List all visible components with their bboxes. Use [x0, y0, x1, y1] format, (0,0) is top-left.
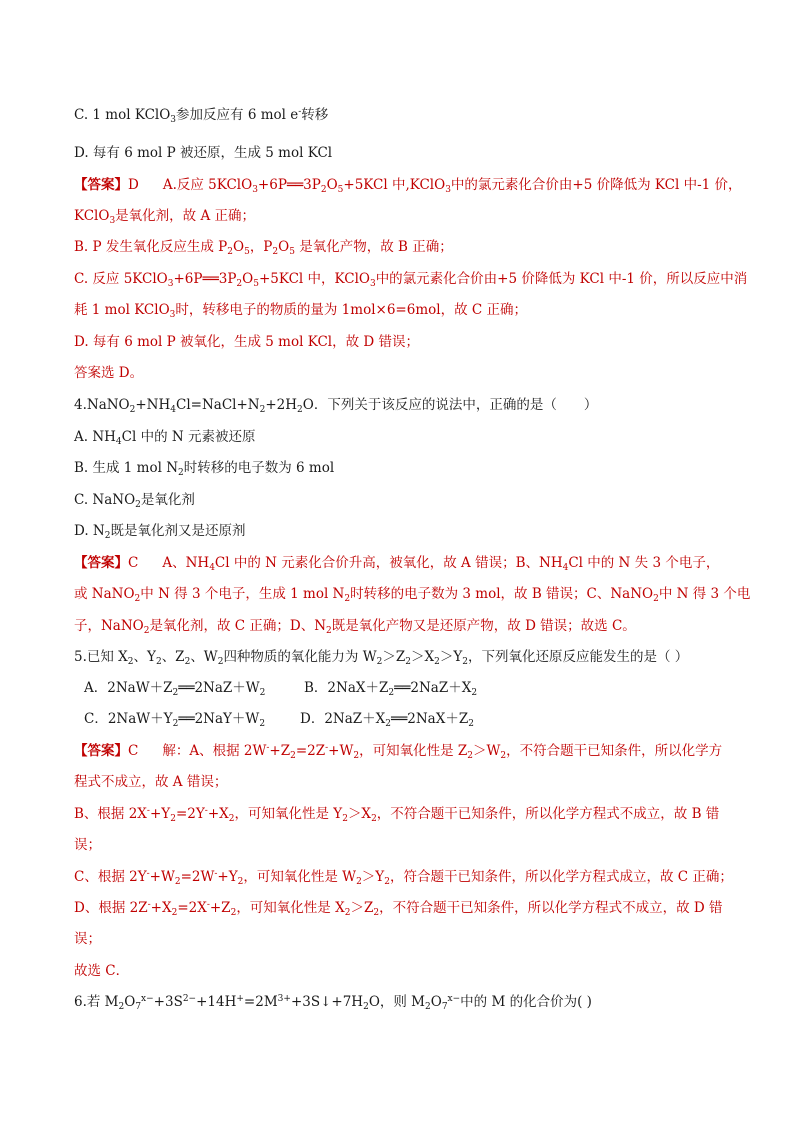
answer-letter: C: [128, 555, 139, 571]
q4-option-a: A. $NH_4Cl$ 中的 N 元素被还原: [74, 429, 256, 447]
q3-option-c: C. 1 mol KClO$_3$参加反应有 6 mol e-转移: [74, 107, 329, 125]
q4-answer-line3: 子，NaNO$_2$是氧化剂，故 C 正确；D、$N_2$既是氧化产物又是还原产物，故 D 错误；故选 C。: [74, 618, 636, 636]
q5-option-d: D．$2NaZ+X_2══2NaX+Z_2$: [300, 711, 474, 729]
q4-option-d: D. $N_2$既是氧化剂又是还原剂: [74, 523, 246, 541]
q3-answer-line2: KClO$_3$是氧化剂，故 A 正确；: [74, 208, 256, 226]
q3-conclusion: 答案选 D。: [74, 365, 144, 381]
q5-option-b: B．$2NaX+Z_2══2NaZ+X_2$: [304, 680, 478, 698]
answer-tag: 【答案】: [74, 177, 128, 193]
q3-explanation-c2: 耗 1 mol KClO$_3$时，转移电子的物质的量为 1mol×6=6mol，故 C 正确；: [74, 302, 527, 320]
q5-explanation-d2: 误；: [74, 931, 101, 947]
q4-answer-line2: 或 NaNO$_2$中 N 得 3 个电子，生成 1 mol $N_2$时转移的电子数为 3 mol，故 B 错误；C、NaNO$_2$中 N 得 3 个电: [74, 586, 751, 604]
q3-explanation-b: B. P 发生氧化反应生成 $P_2O_5$，$P_2O_5$ 是氧化产物，故 B 正确；: [74, 239, 453, 257]
q5-explanation-b1: B、根据 $2X^-+Y_2=2Y^-+X_2$，可知氧化性是 $Y_2>X_2$，不符合题干已知条件，所以化学方程式不成立，故 B 错: [74, 806, 720, 824]
q4-stem: $4.NaNO_2+NH_4Cl=NaCl+N_2+2H_2O$．下列关于该反应的说法中，正确的是（ ）: [74, 397, 598, 415]
q4-answer-line1: 【答案】C A、$NH_4Cl$ 中的 N 元素化合价升高，被氧化，故 A 错误；B、$NH_4Cl$ 中的 N 失 3 个电子，: [74, 555, 720, 573]
answer-letter: D: [128, 177, 139, 193]
q5-stem: 5.已知 $X_2$、$Y_2$、$Z_2$、$W_2$四种物质的氧化能力为 $W_2>Z_2>X_2>Y_2$，下列氧化还原反应能发生的是（ ）: [74, 649, 689, 667]
q4-option-c: C. NaNO$_2$是氧化剂: [74, 492, 195, 510]
q5-option-a: A．$2NaW+Z_2══2NaZ+W_2$: [84, 680, 266, 698]
q5-explanation-b2: 误；: [74, 837, 101, 853]
answer-tag: 【答案】: [74, 743, 128, 759]
q4-option-b: B. 生成 1 mol $N_2$时转移的电子数为 6 mol: [74, 460, 335, 478]
q3-option-d: D. 每有 6 mol P 被还原，生成 5 mol KCl: [74, 145, 333, 161]
answer-letter: C: [128, 743, 139, 759]
q5-option-c: C．$2NaW+Y_2══2NaY+W_2$: [84, 711, 266, 729]
q6-stem: 6.若 $M_2O_7^{x-}+3S^{2-}+14H^+=2M^{3+}+3S↓+7H_2O$，则 $M_2O_7^{x-}$中的 M 的化合价为( ): [74, 994, 592, 1012]
q5-explanation-d1: D、根据 $2Z^-+X_2=2X^-+Z_2$，可知氧化性是 $X_2>Z_2$，不符合题干已知条件，所以化学方程式不成立，故 D 错: [74, 900, 723, 918]
q5-explanation-c: C、根据 $2Y^-+W_2=2W^-+Y_2$，可知氧化性是 $W_2>Y_2$，符合题干已知条件，所以化学方程式成立，故 C 正确；: [74, 869, 733, 887]
q3-answer-line1: 【答案】D A.反应 $5KClO_3+6P══3P_2O_5+5KCl$ 中,KClO$_3$中的氯元素化合价由+5 价降低为 KCl 中-1 价，: [74, 177, 742, 195]
q5-answer-line2: 程式不成立，故 A 错误；: [74, 774, 228, 790]
q3-explanation-d: D. 每有 6 mol P 被氧化，生成 5 mol KCl，故 D 错误；: [74, 334, 419, 350]
answer-tag: 【答案】: [74, 555, 128, 571]
q5-conclusion: 故选 C．: [74, 963, 130, 979]
q5-answer-line1: 【答案】C 解：A、根据 $2W^-+Z_2=2Z^-+W_2$，可知氧化性是 $Z_2>W_2$，不符合题干已知条件，所以化学方: [74, 743, 723, 761]
q3-explanation-c1: C. 反应 $5KClO_3+6P══3P_2O_5+5KCl$ 中，KClO$_3$中的氯元素化合价由+5 价降低为 KCl 中-1 价，所以反应中消: [74, 271, 748, 289]
